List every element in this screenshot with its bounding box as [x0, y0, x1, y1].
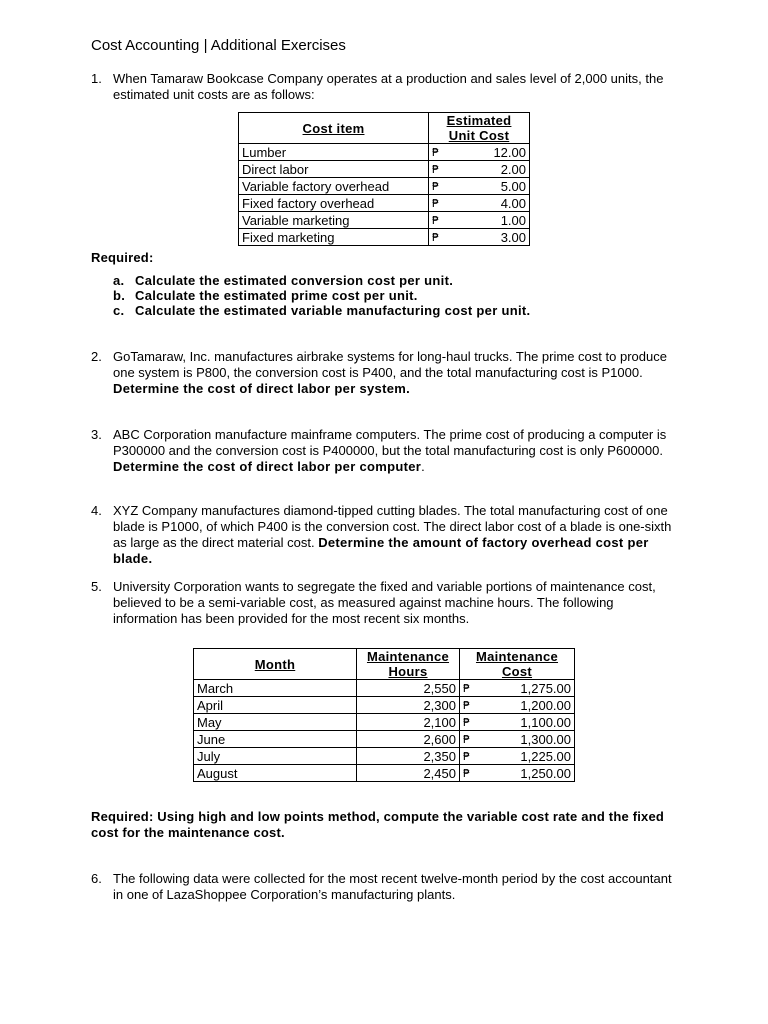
question-number: 6.: [91, 871, 102, 886]
unit-cost-cell: 1.00: [442, 212, 530, 229]
question-tail: .: [421, 459, 425, 474]
hours-cell: 2,350: [357, 748, 460, 765]
cost-item-cell: Variable marketing: [239, 212, 429, 229]
question-task: Determine the amount of factory overhead cost per blade.: [113, 535, 649, 566]
hours-cell: 2,450: [357, 765, 460, 782]
table-row: [239, 161, 530, 178]
peso-icon: ₱: [460, 748, 474, 765]
cost-item-cell: Fixed factory overhead: [239, 195, 429, 212]
required-item-label: a.: [113, 273, 125, 288]
cost-cell: 1,250.00: [473, 765, 575, 782]
question-number: 3.: [91, 427, 102, 442]
question-task: Determine the cost of direct labor per system.: [113, 381, 410, 396]
month-cell: April: [194, 697, 357, 714]
question-number: 5.: [91, 579, 102, 594]
question-6: [91, 871, 679, 903]
table-row: [239, 195, 530, 212]
peso-icon: ₱: [460, 697, 474, 714]
question-text: [113, 503, 679, 567]
peso-icon: ₱: [460, 765, 474, 782]
month-cell: July: [194, 748, 357, 765]
question-task: Determine the cost of direct labor per computer: [113, 459, 422, 474]
cost-item-cell: Variable factory overhead: [239, 178, 429, 195]
cost-cell: 1,100.00: [473, 714, 575, 731]
required-item: [113, 288, 530, 303]
cost-cell: 1,300.00: [473, 731, 575, 748]
question-3: [91, 427, 679, 475]
cost-cell: 1,200.00: [473, 697, 575, 714]
header-maintenance-hours: Maintenance Hours: [357, 649, 460, 680]
table-row: [194, 680, 575, 697]
peso-icon: ₱: [429, 144, 443, 161]
required-item-text: Calculate the estimated prime cost per unit.: [135, 288, 418, 303]
question-text: [113, 427, 679, 475]
required-item-label: c.: [113, 303, 125, 318]
unit-cost-cell: 12.00: [442, 144, 530, 161]
hours-cell: 2,100: [357, 714, 460, 731]
question-text: The following data were collected for the most recent twelve-month period by the cost accountant in one of LazaShoppee Corporation’s manufacturing plants.: [113, 871, 672, 902]
hours-cell: 2,300: [357, 697, 460, 714]
peso-icon: ₱: [429, 212, 443, 229]
question-1: [91, 71, 679, 103]
unit-cost-table: [238, 112, 530, 246]
table-row: [239, 212, 530, 229]
month-cell: June: [194, 731, 357, 748]
table-row: [194, 765, 575, 782]
question-body: XYZ Company manufactures diamond-tipped cutting blades. The total manufacturing cost of one blade is P1000, of which P400 is the conversion cost. The direct labor cost of a blade is one-sixth as large as the direct material cost.: [113, 503, 672, 550]
peso-icon: ₱: [429, 229, 443, 246]
cost-cell: 1,275.00: [473, 680, 575, 697]
cost-item-cell: Direct labor: [239, 161, 429, 178]
required-item: [113, 303, 530, 318]
peso-icon: ₱: [460, 680, 474, 697]
month-cell: May: [194, 714, 357, 731]
peso-icon: ₱: [429, 161, 443, 178]
required-list: [113, 273, 530, 318]
table-row: [239, 178, 530, 195]
question-5: [91, 579, 679, 627]
required-item-label: b.: [113, 288, 126, 303]
header-month: Month: [194, 649, 357, 680]
unit-cost-cell: 2.00: [442, 161, 530, 178]
question-number: 1.: [91, 71, 102, 86]
table-row: [239, 229, 530, 246]
question-4: [91, 503, 679, 567]
required-label: Required:: [91, 250, 154, 265]
table-row: [194, 697, 575, 714]
month-cell: March: [194, 680, 357, 697]
document-title: Cost Accounting | Additional Exercises: [91, 37, 346, 54]
question-text: University Corporation wants to segregate the fixed and variable portions of maintenance cost, believed to be a semi-variable cost, as measured against machine hours. The following information has been provided for the most recent six months.: [113, 579, 656, 626]
question-number: 2.: [91, 349, 102, 364]
header-estimated-unit-cost: Estimated Unit Cost: [429, 113, 530, 144]
month-cell: August: [194, 765, 357, 782]
header-maintenance-cost: Maintenance Cost: [460, 649, 575, 680]
table-row: [239, 144, 530, 161]
table-row: [194, 731, 575, 748]
question-text: When Tamaraw Bookcase Company operates at a production and sales level of 2,000 units, the estimated unit costs are as follows:: [113, 71, 664, 102]
question-2: [91, 349, 679, 397]
table-row: [194, 748, 575, 765]
required-high-low: Required: Using high and low points method, compute the variable cost rate and the fixed cost for the maintenance cost.: [91, 809, 665, 840]
question-body: ABC Corporation manufacture mainframe computers. The prime cost of producing a computer is P300000 and the conversion cost is P400000, but the total manufacturing cost is only P600000.: [113, 427, 667, 458]
peso-icon: ₱: [460, 731, 474, 748]
unit-cost-cell: 5.00: [442, 178, 530, 195]
header-cost-item: Cost item: [239, 113, 429, 144]
required-item-text: Calculate the estimated conversion cost per unit.: [135, 273, 454, 288]
peso-icon: ₱: [460, 714, 474, 731]
table-row: [194, 714, 575, 731]
cost-item-cell: Fixed marketing: [239, 229, 429, 246]
hours-cell: 2,600: [357, 731, 460, 748]
required-item-text: Calculate the estimated variable manufacturing cost per unit.: [135, 303, 531, 318]
maintenance-table: [193, 648, 575, 782]
cost-cell: 1,225.00: [473, 748, 575, 765]
question-body: GoTamaraw, Inc. manufactures airbrake systems for long-haul trucks. The prime cost to produce one system is P800, the conversion cost is P400, and the total manufacturing cost is P1000.: [113, 349, 667, 380]
hours-cell: 2,550: [357, 680, 460, 697]
peso-icon: ₱: [429, 195, 443, 212]
question-text: [113, 349, 679, 397]
question-number: 4.: [91, 503, 102, 518]
cost-item-cell: Lumber: [239, 144, 429, 161]
peso-icon: ₱: [429, 178, 443, 195]
unit-cost-cell: 3.00: [442, 229, 530, 246]
required-item: [113, 273, 530, 288]
unit-cost-cell: 4.00: [442, 195, 530, 212]
